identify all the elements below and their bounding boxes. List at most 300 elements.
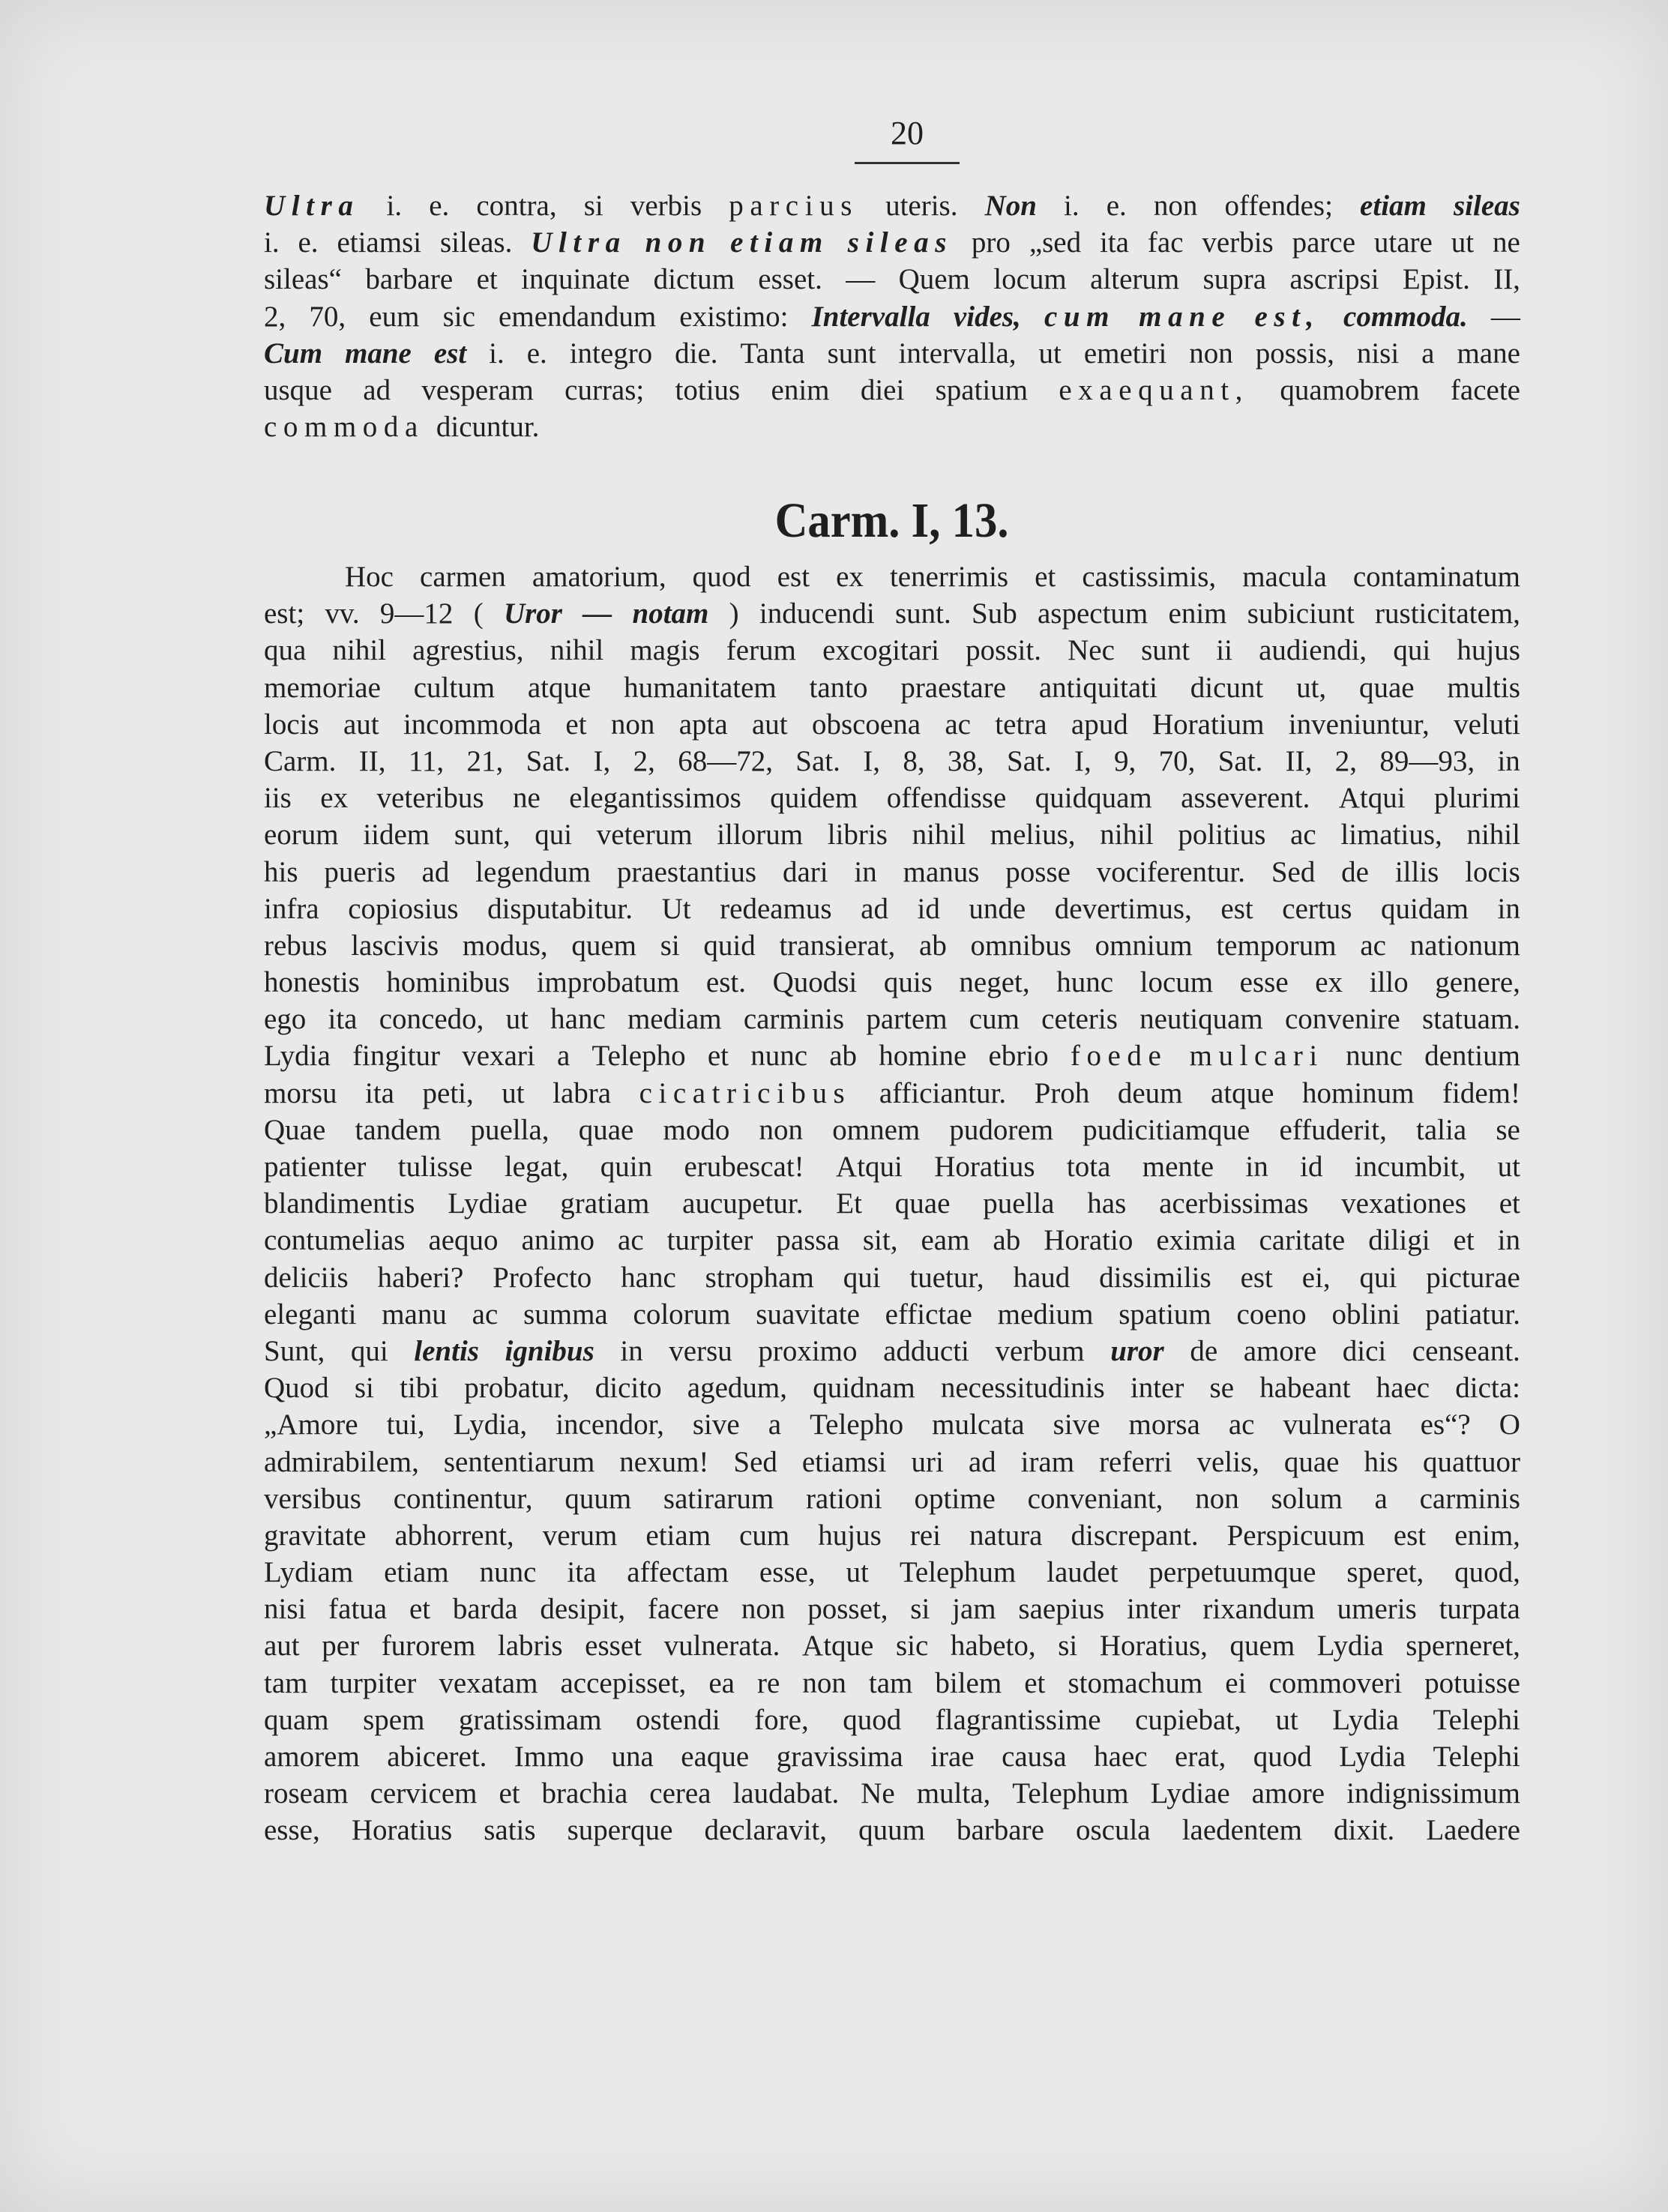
- word: esse: [1239, 966, 1289, 999]
- word: quod,: [1454, 1556, 1520, 1589]
- word: copiosius: [348, 892, 459, 925]
- word: sive: [1053, 1408, 1101, 1441]
- section-heading: [264, 491, 1520, 551]
- word: dicunt: [1190, 671, 1264, 704]
- word: amorem: [264, 1741, 360, 1773]
- word: si: [660, 929, 680, 962]
- word: inter: [1127, 1593, 1181, 1626]
- word: eleganti: [264, 1298, 357, 1330]
- text-line: [264, 1591, 1520, 1627]
- word: uteris.: [885, 190, 958, 222]
- word: antiquitati: [1038, 671, 1157, 704]
- word: dixit.: [1334, 1814, 1395, 1847]
- word: aut: [343, 708, 379, 741]
- word: tibi: [400, 1372, 439, 1405]
- text-line: [264, 1112, 1520, 1148]
- word: Telephi: [1433, 1703, 1520, 1736]
- section-heading-text: Carm. I, 13.: [775, 493, 1009, 548]
- word: qui: [535, 819, 573, 852]
- word: puella,: [470, 1113, 550, 1146]
- text-line: [264, 1259, 1520, 1296]
- word: aucupetur.: [682, 1187, 804, 1220]
- word: admirabilem,: [264, 1445, 419, 1478]
- text-line: [264, 1480, 1520, 1517]
- word: Atqui: [836, 1151, 903, 1183]
- word: lentis: [414, 1334, 479, 1367]
- word: 2,: [633, 744, 655, 777]
- word: ii: [1216, 634, 1232, 667]
- word: multis: [1447, 671, 1520, 704]
- text-line: [264, 1148, 1520, 1185]
- word: die.: [675, 337, 718, 370]
- word: potuisse: [1424, 1666, 1520, 1699]
- word: I,: [1074, 744, 1092, 777]
- word: una: [611, 1741, 654, 1773]
- word: morsa: [1128, 1408, 1200, 1441]
- word: pro: [971, 226, 1011, 259]
- word: non: [645, 226, 712, 259]
- text-line: [264, 1296, 1520, 1333]
- word: enim: [1168, 597, 1227, 630]
- word: sperneret,: [1406, 1630, 1520, 1663]
- word: speret,: [1346, 1556, 1424, 1589]
- word: ex: [320, 782, 349, 815]
- word: ego: [264, 1003, 307, 1036]
- word: ac: [1228, 1408, 1255, 1441]
- word: vesperam: [421, 373, 534, 406]
- word: apud: [1071, 708, 1128, 741]
- word: in: [854, 855, 877, 888]
- word: diei: [860, 373, 905, 406]
- word: furorem: [381, 1630, 476, 1663]
- word: Profecto: [493, 1261, 592, 1294]
- word: ut: [1275, 1703, 1298, 1736]
- word: si: [910, 1593, 930, 1626]
- word: ): [729, 597, 739, 630]
- word: turpiter: [666, 1224, 753, 1257]
- word: cum: [1044, 300, 1116, 333]
- word: bilem: [935, 1666, 1002, 1699]
- word: Lydiam: [264, 1556, 354, 1589]
- word: patiatur.: [1425, 1298, 1520, 1330]
- word: fingitur: [352, 1040, 441, 1073]
- word: inveniuntur,: [1288, 708, 1430, 741]
- word: sileas: [1453, 190, 1520, 222]
- word: 11,: [408, 744, 445, 777]
- text-line: [264, 706, 1520, 743]
- word: offendes;: [1224, 190, 1333, 222]
- word: i.: [386, 190, 403, 222]
- word: convenire: [1284, 1003, 1400, 1036]
- word: solum: [1271, 1482, 1343, 1515]
- word: tuetur,: [909, 1261, 984, 1294]
- word: Sat.: [1007, 744, 1052, 777]
- word: 70,: [1158, 744, 1196, 777]
- text-line: [264, 1075, 1520, 1112]
- word: Ultra: [264, 190, 360, 222]
- word: erubescat!: [684, 1151, 804, 1183]
- word: improbatum: [536, 966, 680, 999]
- word: ad: [363, 373, 391, 406]
- word: caritate: [1259, 1224, 1346, 1257]
- word: continentur,: [393, 1482, 533, 1515]
- text-line: [264, 224, 1520, 261]
- page-number-rule: [855, 162, 960, 164]
- word: enim: [771, 373, 830, 406]
- word: carminis: [1419, 1482, 1520, 1515]
- text-line: [264, 927, 1520, 964]
- word: non: [802, 1666, 846, 1699]
- word: I,: [593, 744, 611, 777]
- word: ne: [1492, 226, 1520, 259]
- word: commoda.: [1343, 300, 1468, 333]
- word: manus: [903, 855, 980, 888]
- word: possit.: [966, 634, 1041, 667]
- word: cervicem: [370, 1777, 478, 1810]
- word: in: [1497, 892, 1520, 925]
- word: possis,: [1255, 337, 1334, 370]
- word: Ultra: [531, 226, 627, 259]
- word: mane: [1457, 337, 1520, 370]
- word: re: [757, 1666, 780, 1699]
- word: gratiam: [560, 1187, 650, 1220]
- text-line: [264, 1333, 1520, 1369]
- word: —: [1490, 300, 1520, 333]
- word: cum: [969, 1003, 1020, 1036]
- word: castissimis,: [1082, 561, 1217, 593]
- text-line: [264, 1037, 1520, 1074]
- word: se: [1496, 1113, 1520, 1146]
- word: 8,: [903, 744, 925, 777]
- word: ita: [1100, 226, 1129, 259]
- word: diligi: [1368, 1224, 1430, 1257]
- word: est;: [264, 597, 305, 630]
- word: barbare: [365, 263, 454, 296]
- word: multa,: [916, 1777, 991, 1810]
- word: macula: [1242, 561, 1327, 593]
- word: i.: [264, 226, 280, 259]
- word: Quodsi: [772, 966, 858, 999]
- word: e.: [429, 190, 450, 222]
- word: probatur,: [464, 1372, 570, 1405]
- word: barbare: [956, 1814, 1044, 1847]
- word: morsu: [264, 1076, 337, 1109]
- text-line: [264, 261, 1520, 298]
- word: nexum!: [619, 1445, 709, 1478]
- word: ceteris: [1041, 1003, 1118, 1036]
- word: fac: [1147, 226, 1184, 259]
- word: quem: [1229, 1630, 1295, 1663]
- word: a: [768, 1408, 782, 1441]
- word: Telephum: [899, 1556, 1017, 1589]
- word: et: [707, 1040, 729, 1073]
- word: limatius,: [1340, 819, 1442, 852]
- text-line: [264, 743, 1520, 780]
- word: et: [1499, 1187, 1520, 1220]
- word: summa: [523, 1298, 608, 1330]
- word: cum: [739, 1519, 790, 1552]
- word: adducti: [883, 1334, 969, 1367]
- word: ad: [968, 1445, 996, 1478]
- word: ut: [502, 1076, 525, 1109]
- word: Ut: [661, 892, 691, 925]
- word: eorum: [264, 819, 339, 852]
- word: quidam: [1380, 892, 1469, 925]
- text-line: [264, 1369, 1520, 1406]
- word: pudorem: [949, 1113, 1054, 1146]
- word: si: [583, 190, 603, 222]
- word: usque: [264, 373, 332, 406]
- word: passa: [776, 1224, 840, 1257]
- word: referri: [1099, 1445, 1172, 1478]
- word: redeamus: [720, 892, 832, 925]
- word: quae: [1283, 1445, 1340, 1478]
- word: ex: [836, 561, 864, 593]
- word: II,: [358, 744, 386, 777]
- word: necessitudinis: [940, 1372, 1105, 1405]
- word: Telephi: [1433, 1741, 1520, 1773]
- word: dentium: [1424, 1040, 1520, 1073]
- word: non: [1195, 1482, 1239, 1515]
- word: hanc: [621, 1261, 676, 1294]
- word: et: [476, 263, 498, 296]
- word: dici: [1342, 1334, 1387, 1367]
- word: abhorrent,: [394, 1519, 514, 1552]
- word: qui: [1359, 1261, 1397, 1294]
- word: hominum: [1302, 1076, 1415, 1109]
- word: incumbit,: [1354, 1151, 1466, 1183]
- word: ex: [1315, 966, 1343, 999]
- text-line: [264, 298, 1520, 335]
- word: pudicitiamque: [1083, 1113, 1250, 1146]
- word: disputabitur.: [487, 892, 633, 925]
- word: laudet: [1047, 1556, 1118, 1589]
- word: nationum: [1409, 929, 1520, 962]
- word: illorum: [717, 819, 804, 852]
- word: ab: [919, 929, 947, 962]
- word: est: [1220, 892, 1253, 925]
- word: gravissima: [776, 1741, 903, 1773]
- word: nihil: [332, 634, 386, 667]
- word: legat,: [504, 1151, 569, 1183]
- word: umeris: [1337, 1593, 1417, 1626]
- word: causa: [1002, 1741, 1067, 1773]
- word: declaravit,: [704, 1814, 827, 1847]
- word: integro: [569, 337, 653, 370]
- text-line: [264, 1627, 1520, 1664]
- word: tota: [1066, 1151, 1111, 1183]
- word: vexatam: [439, 1666, 538, 1699]
- word: barda: [452, 1593, 518, 1626]
- text-line: [264, 1738, 1520, 1775]
- word: i.: [489, 337, 505, 370]
- word: Et: [836, 1187, 862, 1220]
- word: subiciunt: [1247, 597, 1355, 630]
- word: a: [556, 1040, 570, 1073]
- word: alterum: [1090, 263, 1180, 296]
- text-line: [264, 780, 1520, 816]
- word: quattuor: [1422, 1445, 1520, 1478]
- word: et: [565, 708, 587, 741]
- word: etiamsi: [337, 226, 422, 259]
- word: turpata: [1439, 1593, 1520, 1626]
- word: non: [1189, 337, 1233, 370]
- word: posset,: [807, 1593, 888, 1626]
- word: obscoena: [811, 708, 921, 741]
- word: unde: [969, 892, 1026, 925]
- word: atque: [1211, 1076, 1274, 1109]
- word: rei: [909, 1519, 941, 1552]
- word: sileas.: [439, 226, 513, 259]
- word: ei: [1225, 1666, 1247, 1699]
- word: puella: [983, 1187, 1055, 1220]
- text-line: [264, 335, 1520, 372]
- word: Ne: [861, 1777, 895, 1810]
- word: Sub: [972, 597, 1017, 630]
- word: carmen: [420, 561, 506, 593]
- word: non: [1153, 190, 1198, 222]
- word: labris: [497, 1630, 563, 1663]
- word: Horatius,: [1099, 1630, 1208, 1663]
- word: peti,: [422, 1076, 474, 1109]
- word: talia: [1416, 1113, 1467, 1146]
- word: id: [1300, 1151, 1323, 1183]
- text-line: [264, 1185, 1520, 1222]
- word: tam: [264, 1666, 308, 1699]
- text-line: [264, 595, 1520, 632]
- word: ei,: [1301, 1261, 1331, 1294]
- word: sunt.: [894, 597, 951, 630]
- word: omnium: [1095, 929, 1193, 962]
- word: certus: [1282, 892, 1352, 925]
- word: tanto: [809, 671, 868, 704]
- word: nihil: [1100, 819, 1154, 852]
- word: Lydiae: [448, 1187, 528, 1220]
- word: notam: [632, 597, 709, 630]
- word: accepisset,: [560, 1666, 687, 1699]
- word: memoriae: [264, 671, 381, 704]
- word: vexationes: [1341, 1187, 1466, 1220]
- word: ignibus: [505, 1334, 594, 1367]
- word: acerbissimas: [1159, 1187, 1309, 1220]
- word: has: [1087, 1187, 1127, 1220]
- word: vulnerata: [1283, 1408, 1392, 1441]
- word: Horatium: [1152, 708, 1265, 741]
- word: tulisse: [397, 1151, 473, 1183]
- word: mulcari: [1189, 1040, 1324, 1073]
- word: habeant: [1259, 1372, 1351, 1405]
- word: sileas“: [264, 263, 342, 296]
- word: verbum: [995, 1334, 1085, 1367]
- word: quamobrem: [1280, 373, 1420, 406]
- word: versibus: [264, 1482, 361, 1515]
- word: Telephum: [1012, 1777, 1129, 1810]
- word: cupiebat,: [1135, 1703, 1241, 1736]
- word: excogitari: [822, 634, 939, 667]
- word: etiam: [645, 1519, 711, 1552]
- word: e.: [526, 337, 547, 370]
- word: I,: [863, 744, 880, 777]
- text-line: [264, 1665, 1520, 1702]
- word: etiam: [384, 1556, 449, 1589]
- word: dissimilis: [1099, 1261, 1211, 1294]
- word: mane: [1139, 300, 1232, 333]
- word: colorum: [633, 1298, 731, 1330]
- word: blandimentis: [264, 1187, 415, 1220]
- word: offendisse: [886, 782, 1007, 815]
- word: sunt: [827, 337, 876, 370]
- word: rusticitatem,: [1375, 597, 1520, 630]
- page-number: 20: [891, 115, 924, 151]
- word: Lydia: [1339, 1741, 1406, 1773]
- word: id: [917, 892, 940, 925]
- word: uror: [1110, 1334, 1164, 1367]
- word: a: [1421, 337, 1435, 370]
- word: O: [1499, 1408, 1520, 1441]
- word: incendor,: [556, 1408, 664, 1441]
- word: erat,: [1175, 1741, 1226, 1773]
- word: vexari: [462, 1040, 535, 1073]
- word: Sunt,: [264, 1334, 325, 1367]
- word: iidem: [363, 819, 430, 852]
- word: gravitate: [264, 1519, 367, 1552]
- word: iis: [264, 782, 292, 815]
- word: legendum: [475, 855, 591, 888]
- word: satirarum: [663, 1482, 774, 1515]
- word: infra: [264, 892, 319, 925]
- word: e.: [298, 226, 319, 259]
- word: dicta:: [1455, 1372, 1520, 1405]
- word: ut,: [1296, 671, 1327, 704]
- word: libris: [827, 819, 888, 852]
- word: melius,: [990, 819, 1076, 852]
- word: etiam: [1360, 190, 1427, 222]
- word: Perspicuum: [1226, 1519, 1365, 1552]
- word: discrepant.: [1071, 1519, 1199, 1552]
- word: Telepho: [591, 1040, 686, 1073]
- word: veterum: [596, 819, 693, 852]
- word: ea: [708, 1666, 735, 1699]
- word: foede: [1070, 1040, 1168, 1073]
- word: atque: [527, 671, 591, 704]
- word: lascivis: [351, 929, 439, 962]
- word: laedentem: [1181, 1814, 1302, 1847]
- text-line: [264, 372, 1520, 409]
- word: tui,: [386, 1408, 425, 1441]
- word: sic: [442, 300, 475, 333]
- text-line: [264, 854, 1520, 890]
- word: nisi: [264, 1593, 307, 1626]
- word: asseverent.: [1181, 782, 1310, 815]
- word: aspectum: [1037, 597, 1148, 630]
- word: deum: [1117, 1076, 1183, 1109]
- word: parce: [1292, 226, 1356, 259]
- word: optime: [914, 1482, 996, 1515]
- word: sententiarum: [443, 1445, 595, 1478]
- word: patienter: [264, 1151, 367, 1183]
- word: est: [433, 337, 467, 370]
- word: gratissimam: [458, 1703, 602, 1736]
- word: ascripsi: [1289, 263, 1379, 296]
- word: deliciis: [264, 1261, 349, 1294]
- word: de: [1341, 855, 1369, 888]
- word: apta: [678, 708, 728, 741]
- word: 9,: [1114, 744, 1136, 777]
- text-line: [264, 1517, 1520, 1554]
- word: eaque: [681, 1741, 750, 1773]
- word: Sat.: [526, 744, 571, 777]
- word: etiam: [730, 226, 829, 259]
